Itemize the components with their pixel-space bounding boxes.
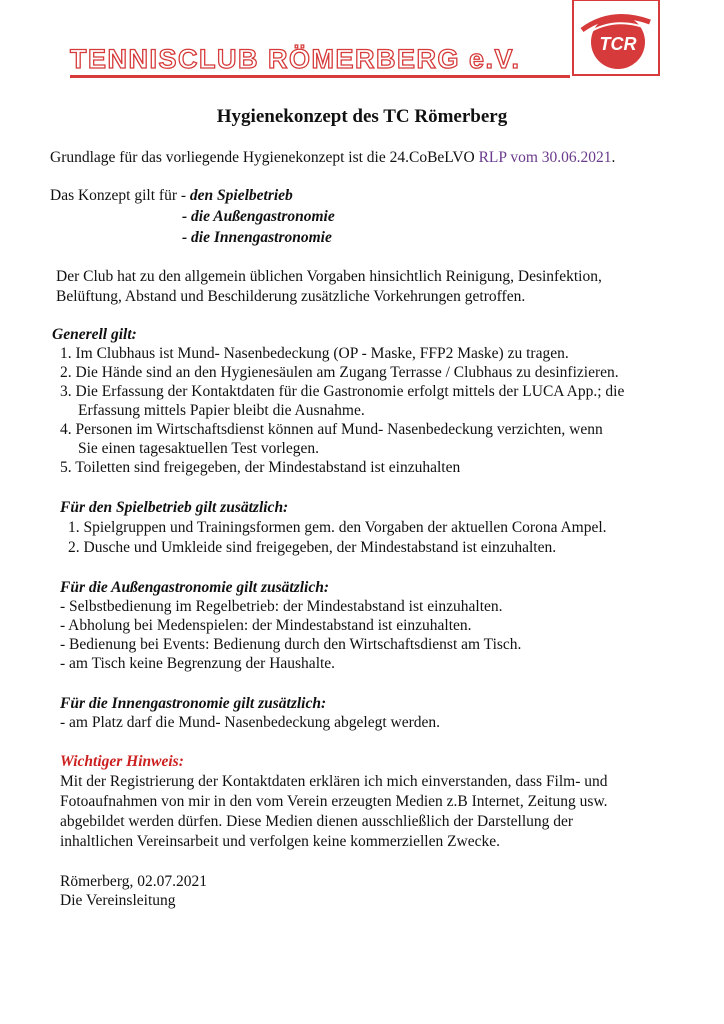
intro-line: Der Club hat zu den allgemein üblichen Vorgaben hinsichtlich Reinigung, Desinfektion, — [56, 268, 602, 285]
outdoor-line: - Abholung bei Medenspielen: der Mindestabstand ist einzuhalten. — [60, 617, 472, 634]
general-line: 3. Die Erfassung der Kontaktdaten für die Gastronomie erfolgt mittels der LUCA App.; die — [60, 383, 625, 400]
scope-item: - die Innengastronomie — [182, 229, 332, 246]
general-line: 1. Im Clubhaus ist Mund- Nasenbedeckung (OP - Maske, FFP2 Maske) zu tragen. — [60, 345, 569, 362]
letterhead — [0, 0, 724, 90]
general-heading: Generell gilt: — [52, 326, 137, 343]
general-line: 2. Die Hände sind an den Hygienesäulen am Zugang Terrasse / Clubhaus zu desinfizieren. — [60, 364, 619, 381]
outdoor-line: - Bedienung bei Events: Bedienung durch den Wirtschaftsdienst am Tisch. — [60, 636, 522, 653]
signature: Die Vereinsleitung — [60, 892, 176, 909]
place-date: Römerberg, 02.07.2021 — [60, 873, 207, 890]
indoor-heading: Für die Innengastronomie gilt zusätzlich: — [60, 695, 327, 712]
letterhead-rule — [70, 75, 570, 78]
notice-line: abgebildet werden dürfen. Diese Medien dienen ausschließlich der Darstellung der — [60, 813, 574, 830]
general-line: Erfassung mittels Papier bleibt die Ausnahme. — [78, 402, 365, 419]
notice-line: inhaltlichen Vereinsarbeit und verfolgen keine kommerziellen Zwecke. — [60, 833, 501, 850]
notice-line: Fotoaufnahmen von mir in den vom Verein erzeugten Medien z.B Internet, Zeitung usw. — [60, 793, 608, 810]
general-line: Sie einen tagesaktuellen Test vorlegen. — [78, 440, 319, 457]
logo-text: TCR — [599, 34, 637, 54]
scope-item: - die Außengastronomie — [182, 208, 335, 225]
basis-highlight: RLP vom 30.06.2021 — [478, 149, 612, 166]
document-title: Hygienekonzept des TC Römerberg — [216, 106, 508, 127]
club-name: TENNISCLUB RÖMERBERG e.V. — [70, 44, 521, 74]
general-line: 5. Toiletten sind freigegeben, der Mindestabstand ist einzuhalten — [60, 459, 461, 476]
play-line: 1. Spielgruppen und Trainingsformen gem. den Vorgaben der aktuellen Corona Ampel. — [68, 519, 607, 536]
club-logo-icon — [572, 0, 660, 76]
outdoor-line: - am Tisch keine Begrenzung der Haushalte. — [60, 655, 336, 672]
scope-line-1: Das Konzept gilt für - den Spielbetrieb — [50, 187, 293, 204]
outdoor-line: - Selbstbedienung im Regelbetrieb: der Mindestabstand ist einzuhalten. — [60, 598, 503, 615]
scope-item: den Spielbetrieb — [189, 187, 293, 204]
play-line: 2. Dusche und Umkleide sind freigegeben, der Mindestabstand ist einzuhalten. — [68, 539, 557, 556]
play-heading: Für den Spielbetrieb gilt zusätzlich: — [60, 499, 289, 516]
notice-line: Mit der Registrierung der Kontaktdaten erklären ich mich einverstanden, dass Film- und — [60, 773, 608, 790]
indoor-line: - am Platz darf die Mund- Nasenbedeckung abgelegt werden. — [60, 714, 441, 731]
outdoor-heading: Für die Außengastronomie gilt zusätzlich: — [60, 579, 330, 596]
basis-line: Grundlage für das vorliegende Hygienekonzept ist die 24.CoBeLVO RLP vom 30.06.2021. — [50, 149, 616, 166]
intro-line: Belüftung, Abstand und Beschilderung zusätzliche Vorkehrungen getroffen. — [56, 288, 526, 305]
notice-heading: Wichtiger Hinweis: — [60, 753, 184, 770]
general-line: 4. Personen im Wirtschaftsdienst können auf Mund- Nasenbedeckung verzichten, wenn — [60, 421, 603, 438]
